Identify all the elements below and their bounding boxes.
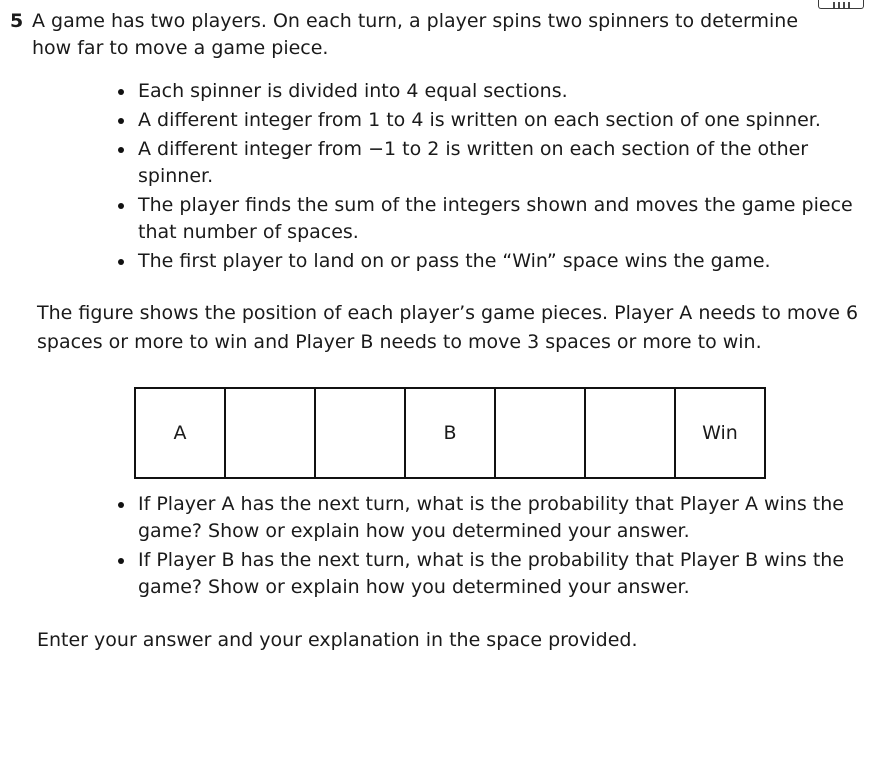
question-stem-text: A game has two players. On each turn, a player spins two spinners to determine how far to move a game piece. — [32, 10, 799, 59]
tasks-list — [102, 491, 886, 601]
figure-intro-paragraph: The figure shows the position of each player’s game pieces. Player A needs to move 6 spaces or more to win and Player B needs to move 3 spaces or more to win. — [37, 302, 859, 353]
board-cell — [316, 389, 406, 477]
list-item: The player finds the sum of the integers shown and moves the game piece that number of spaces. — [102, 192, 886, 246]
tasks-list-container — [102, 491, 886, 601]
list-item: Each spinner is divided into 4 equal sections. — [102, 78, 886, 105]
board-cell — [496, 389, 586, 477]
closing-instruction: Enter your answer and your explanation in the space provided. — [37, 629, 638, 651]
list-item: A different integer from 1 to 4 is written on each section of one spinner. — [102, 107, 886, 134]
list-item: The first player to land on or pass the “Win” space wins the game. — [102, 248, 886, 275]
board-cell — [586, 389, 676, 477]
rules-list-container — [102, 78, 886, 275]
board-cell: B — [406, 389, 496, 477]
list-item: If Player A has the next turn, what is the probability that Player A wins the game? Show or explain how you determined your answer. — [102, 491, 883, 545]
list-item: If Player B has the next turn, what is the probability that Player B wins the game? Show or explain how you determined your answer. — [102, 547, 883, 601]
rules-list — [102, 78, 886, 275]
board-cell: Win — [702, 422, 738, 444]
game-board — [134, 387, 766, 479]
question-number: 5 — [10, 10, 24, 32]
question-stem-row — [10, 8, 886, 62]
list-item: A different integer from −1 to 2 is written on each section of the other spinner. — [102, 136, 886, 190]
question-body — [10, 8, 886, 654]
board-cell — [226, 389, 316, 477]
game-board-container — [134, 387, 886, 479]
board-cell: A — [136, 389, 226, 477]
